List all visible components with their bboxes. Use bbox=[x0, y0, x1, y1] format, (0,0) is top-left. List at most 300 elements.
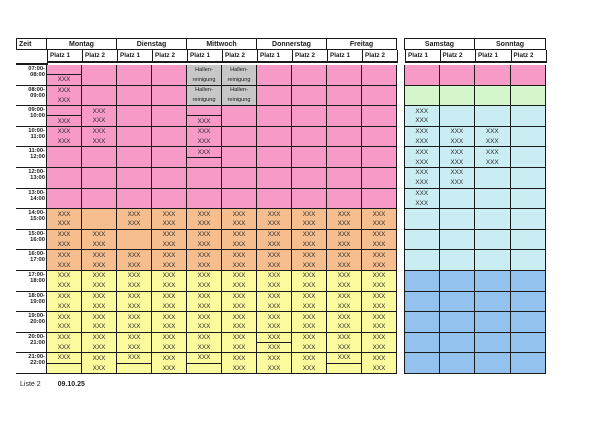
platz-header: Platz 1 bbox=[118, 50, 153, 63]
schedule-row bbox=[16, 292, 547, 313]
schedule-cell-so1 bbox=[475, 209, 511, 230]
footer-list-label: Liste 2 bbox=[20, 381, 41, 388]
schedule-cell-mi1 bbox=[187, 353, 222, 374]
schedule-cell-fr2 bbox=[362, 147, 397, 168]
schedule-row bbox=[16, 86, 547, 107]
empty-slot bbox=[292, 198, 326, 208]
schedule-cell-do1 bbox=[257, 189, 292, 210]
booking-marker: XXX bbox=[267, 231, 281, 239]
schedule-cell-di2 bbox=[152, 353, 187, 374]
schedule-cell-mi1 bbox=[187, 271, 222, 292]
empty-slot bbox=[327, 137, 361, 147]
empty-slot bbox=[475, 168, 510, 178]
schedule-cell-mi2 bbox=[222, 106, 257, 127]
booking-marker: XXX bbox=[162, 272, 176, 280]
empty-slot bbox=[405, 95, 439, 105]
empty-slot bbox=[327, 168, 361, 178]
hall-cleaning-label: reinigung bbox=[192, 76, 216, 83]
booking-marker: XXX bbox=[372, 282, 386, 290]
booking-marker: XXX bbox=[232, 261, 246, 269]
empty-slot bbox=[257, 168, 291, 178]
schedule-cell-mo2 bbox=[82, 271, 117, 292]
schedule-cell-mo2 bbox=[82, 106, 117, 127]
empty-slot bbox=[82, 157, 116, 167]
booking-marker: XXX bbox=[485, 137, 499, 145]
empty-slot bbox=[117, 230, 151, 240]
schedule-cell-mi1 bbox=[187, 65, 222, 86]
schedule-cell-mo1 bbox=[47, 147, 82, 168]
header-days-row bbox=[16, 38, 547, 50]
schedule-cell-so2 bbox=[511, 230, 547, 251]
schedule-cell-fr2 bbox=[362, 230, 397, 251]
day-header-donnerstag: Donnerstag bbox=[257, 38, 327, 50]
empty-slot bbox=[327, 106, 361, 116]
empty-slot bbox=[405, 343, 439, 353]
booking-marker: XXX bbox=[415, 189, 429, 197]
empty-slot bbox=[152, 86, 186, 96]
schedule-cell-sa1 bbox=[404, 333, 440, 354]
schedule-cell-di1 bbox=[117, 250, 152, 271]
booking-marker: XXX bbox=[372, 251, 386, 259]
booking-marker: XXX bbox=[127, 334, 141, 342]
empty-slot bbox=[152, 168, 186, 178]
weekend-gap bbox=[397, 38, 404, 50]
schedule-cell-di1 bbox=[117, 127, 152, 148]
schedule-cell-di2 bbox=[152, 127, 187, 148]
empty-slot bbox=[222, 116, 256, 126]
schedule-cell-sa2 bbox=[440, 353, 476, 374]
empty-slot bbox=[292, 65, 326, 75]
empty-slot bbox=[257, 127, 291, 137]
empty-slot bbox=[440, 116, 475, 126]
booking-marker: XXX bbox=[127, 343, 141, 351]
footer-date: 09.10.25 bbox=[57, 381, 85, 388]
booking-marker: XXX bbox=[232, 292, 246, 300]
booking-marker: XXX bbox=[57, 220, 71, 228]
booking-marker: XXX bbox=[267, 272, 281, 280]
schedule-cell-mi2 bbox=[222, 250, 257, 271]
booking-marker: XXX bbox=[92, 282, 106, 290]
booking-marker: XXX bbox=[162, 251, 176, 259]
booking-marker: XXX bbox=[197, 302, 211, 310]
time-label: 18:00-19:00 bbox=[16, 292, 47, 313]
schedule-cell-mi1 bbox=[187, 86, 222, 107]
empty-slot bbox=[327, 189, 361, 199]
empty-slot bbox=[47, 178, 81, 188]
booking-marker: XXX bbox=[302, 313, 316, 321]
empty-slot bbox=[82, 198, 116, 208]
schedule-row bbox=[16, 127, 547, 148]
booking-marker: XXX bbox=[127, 272, 141, 280]
booking-marker: XXX bbox=[372, 261, 386, 269]
schedule-cell-mo1 bbox=[47, 106, 82, 127]
empty-slot bbox=[82, 95, 116, 105]
booking-marker: XXX bbox=[162, 261, 176, 269]
schedule-cell-mo1 bbox=[47, 168, 82, 189]
booking-marker: XXX bbox=[415, 158, 429, 166]
time-label: 20:00-21:00 bbox=[16, 333, 47, 354]
booking-marker: XXX bbox=[267, 292, 281, 300]
booking-marker: XXX bbox=[337, 323, 351, 331]
empty-slot bbox=[292, 75, 326, 85]
booking-marker: XXX bbox=[162, 364, 176, 372]
empty-slot bbox=[475, 189, 510, 199]
schedule-cell-mi2 bbox=[222, 168, 257, 189]
booking-marker: XXX bbox=[267, 313, 281, 321]
schedule-cell-do2 bbox=[292, 292, 327, 313]
booking-marker: XXX bbox=[415, 128, 429, 136]
schedule-cell-di2 bbox=[152, 312, 187, 333]
schedule-cell-do2 bbox=[292, 65, 327, 86]
schedule-cell-sa1 bbox=[404, 65, 440, 86]
schedule-cell-mo2 bbox=[82, 147, 117, 168]
empty-slot bbox=[117, 95, 151, 105]
empty-slot bbox=[47, 364, 81, 373]
schedule-cell-so1 bbox=[475, 250, 511, 271]
schedule-cell-so2 bbox=[511, 271, 547, 292]
empty-slot bbox=[440, 260, 475, 270]
empty-slot bbox=[440, 312, 475, 322]
empty-slot bbox=[257, 178, 291, 188]
empty-slot bbox=[405, 333, 439, 343]
schedule-cell-fr1 bbox=[327, 127, 362, 148]
booking-marker: XXX bbox=[302, 334, 316, 342]
schedule-cell-mi1 bbox=[187, 106, 222, 127]
booking-marker: XXX bbox=[92, 251, 106, 259]
booking-marker: XXX bbox=[257, 333, 291, 343]
booking-marker: XXX bbox=[127, 302, 141, 310]
hall-cleaning-label: Hallen- bbox=[195, 66, 213, 73]
schedule-cell-mo1 bbox=[47, 189, 82, 210]
empty-slot bbox=[257, 106, 291, 116]
schedule-cell-mo2 bbox=[82, 127, 117, 148]
schedule-cell-do2 bbox=[292, 86, 327, 107]
booking-marker: XXX bbox=[372, 210, 386, 218]
schedule-cell-di1 bbox=[117, 271, 152, 292]
booking-marker: XXX bbox=[450, 169, 464, 177]
booking-marker: XXX bbox=[337, 220, 351, 228]
empty-slot bbox=[440, 250, 475, 260]
empty-slot bbox=[82, 178, 116, 188]
empty-slot bbox=[257, 189, 291, 199]
time-label: 12:00-13:00 bbox=[16, 168, 47, 189]
schedule-cell-fr1 bbox=[327, 106, 362, 127]
empty-slot bbox=[327, 127, 361, 137]
schedule-cell-mo1 bbox=[47, 250, 82, 271]
schedule-cell-fr2 bbox=[362, 333, 397, 354]
schedule-cell-do2 bbox=[292, 106, 327, 127]
empty-slot bbox=[327, 65, 361, 75]
schedule-cell-mi2 bbox=[222, 86, 257, 107]
empty-slot bbox=[475, 95, 510, 105]
empty-slot bbox=[511, 260, 546, 270]
booking-marker: XXX bbox=[232, 220, 246, 228]
booking-marker: XXX bbox=[162, 343, 176, 351]
empty-slot bbox=[511, 271, 546, 281]
empty-slot bbox=[405, 219, 439, 229]
schedule-cell-mi1 bbox=[187, 209, 222, 230]
schedule-cell-fr1 bbox=[327, 250, 362, 271]
schedule-cell-fr1 bbox=[327, 312, 362, 333]
empty-slot bbox=[257, 116, 291, 126]
booking-marker: XXX bbox=[197, 210, 211, 218]
empty-slot bbox=[362, 168, 396, 178]
hall-cleaning-label: Hallen- bbox=[230, 66, 248, 73]
schedule-cell-mo2 bbox=[82, 86, 117, 107]
empty-slot bbox=[82, 168, 116, 178]
schedule-cell-mi2 bbox=[222, 65, 257, 86]
empty-slot bbox=[511, 301, 546, 311]
schedule-cell-sa1 bbox=[404, 312, 440, 333]
empty-slot bbox=[511, 65, 546, 75]
empty-slot bbox=[82, 209, 116, 219]
time-label: 17:00-18:00 bbox=[16, 271, 47, 292]
empty-slot bbox=[327, 178, 361, 188]
empty-slot bbox=[47, 157, 81, 167]
booking-marker: XXX bbox=[337, 231, 351, 239]
empty-slot bbox=[117, 137, 151, 147]
empty-slot bbox=[511, 127, 546, 137]
empty-slot bbox=[117, 86, 151, 96]
booking-marker: XXX bbox=[415, 169, 429, 177]
booking-marker: XXX bbox=[232, 231, 246, 239]
schedule-cell-so1 bbox=[475, 168, 511, 189]
schedule-cell-so1 bbox=[475, 127, 511, 148]
weekend-gap bbox=[397, 333, 404, 354]
booking-marker: XXX bbox=[57, 96, 71, 104]
time-label: 21:00-22:00 bbox=[16, 353, 47, 374]
empty-slot bbox=[222, 168, 256, 178]
schedule-cell-mo2 bbox=[82, 209, 117, 230]
empty-slot bbox=[440, 240, 475, 250]
empty-slot bbox=[475, 333, 510, 343]
booking-marker: XXX bbox=[57, 313, 71, 321]
schedule-cell-mo1 bbox=[47, 333, 82, 354]
schedule-cell-sa2 bbox=[440, 189, 476, 210]
empty-slot bbox=[475, 363, 510, 373]
booking-marker: XXX bbox=[302, 354, 316, 362]
booking-marker: XXX bbox=[372, 354, 386, 362]
schedule-cell-mo2 bbox=[82, 168, 117, 189]
empty-slot bbox=[222, 137, 256, 147]
booking-marker: XXX bbox=[117, 353, 151, 363]
empty-slot bbox=[511, 168, 546, 178]
booking-marker: XXX bbox=[92, 364, 106, 372]
schedule-cell-fr1 bbox=[327, 65, 362, 86]
schedule-cell-sa2 bbox=[440, 147, 476, 168]
weekend-gap bbox=[397, 312, 404, 333]
booking-marker: XXX bbox=[232, 240, 246, 248]
booking-marker: XXX bbox=[197, 128, 211, 136]
booking-marker: XXX bbox=[57, 343, 71, 351]
empty-slot bbox=[117, 75, 151, 85]
booking-marker: XXX bbox=[337, 343, 351, 351]
schedule-cell-di1 bbox=[117, 189, 152, 210]
booking-marker: XXX bbox=[127, 292, 141, 300]
empty-slot bbox=[47, 65, 81, 75]
empty-slot bbox=[405, 292, 439, 302]
schedule-row bbox=[16, 230, 547, 251]
day-header-dienstag: Dienstag bbox=[117, 38, 187, 50]
platz-header: Platz 2 bbox=[441, 50, 477, 63]
booking-marker: XXX bbox=[57, 302, 71, 310]
schedule-cell-fr2 bbox=[362, 127, 397, 148]
booking-marker: XXX bbox=[267, 364, 281, 372]
schedule-cell-sa2 bbox=[440, 312, 476, 333]
booking-marker: XXX bbox=[127, 323, 141, 331]
empty-slot bbox=[82, 189, 116, 199]
empty-slot bbox=[475, 292, 510, 302]
schedule-cell-di2 bbox=[152, 65, 187, 86]
empty-slot bbox=[362, 178, 396, 188]
schedule-cell-di2 bbox=[152, 292, 187, 313]
booking-marker: XXX bbox=[92, 334, 106, 342]
schedule-cell-do1 bbox=[257, 292, 292, 313]
day-header-freitag: Freitag bbox=[327, 38, 397, 50]
weekend-gap bbox=[397, 292, 404, 313]
booking-marker: XXX bbox=[372, 343, 386, 351]
empty-slot bbox=[82, 75, 116, 85]
schedule-row bbox=[16, 333, 547, 354]
schedule-cell-so2 bbox=[511, 168, 547, 189]
schedule-row bbox=[16, 353, 547, 374]
schedule-cell-mi1 bbox=[187, 333, 222, 354]
schedule-cell-so2 bbox=[511, 312, 547, 333]
schedule-cell-so1 bbox=[475, 353, 511, 374]
empty-slot bbox=[47, 106, 81, 116]
schedule-cell-mi1 bbox=[187, 168, 222, 189]
empty-slot bbox=[152, 147, 186, 157]
booking-marker: XXX bbox=[92, 323, 106, 331]
empty-slot bbox=[405, 322, 439, 332]
booking-marker: XXX bbox=[57, 76, 71, 84]
booking-marker: XXX bbox=[197, 323, 211, 331]
booking-marker: XXX bbox=[57, 240, 71, 248]
schedule-cell-do1 bbox=[257, 353, 292, 374]
schedule-cell-sa2 bbox=[440, 209, 476, 230]
empty-slot bbox=[292, 168, 326, 178]
booking-marker: XXX bbox=[187, 147, 221, 157]
empty-slot bbox=[405, 271, 439, 281]
booking-marker: XXX bbox=[197, 251, 211, 259]
schedule-cell-di1 bbox=[117, 230, 152, 251]
empty-slot bbox=[362, 189, 396, 199]
empty-slot bbox=[117, 178, 151, 188]
schedule-cell-fr1 bbox=[327, 86, 362, 107]
booking-marker: XXX bbox=[197, 261, 211, 269]
schedule-cell-do2 bbox=[292, 127, 327, 148]
schedule-cell-di2 bbox=[152, 86, 187, 107]
booking-marker: XXX bbox=[92, 231, 106, 239]
schedule-cell-mi2 bbox=[222, 230, 257, 251]
platz-header: Platz 2 bbox=[83, 50, 118, 63]
empty-slot bbox=[187, 168, 221, 178]
booking-marker: XXX bbox=[57, 282, 71, 290]
empty-slot bbox=[440, 230, 475, 240]
empty-slot bbox=[257, 137, 291, 147]
booking-marker: XXX bbox=[302, 282, 316, 290]
schedule-cell-mo1 bbox=[47, 209, 82, 230]
empty-slot bbox=[440, 75, 475, 85]
booking-marker: XXX bbox=[372, 272, 386, 280]
booking-marker: XXX bbox=[267, 210, 281, 218]
schedule-cell-mi2 bbox=[222, 127, 257, 148]
empty-slot bbox=[47, 147, 81, 157]
booking-marker: XXX bbox=[267, 354, 281, 362]
empty-slot bbox=[440, 106, 475, 116]
empty-slot bbox=[117, 364, 151, 373]
schedule-cell-mi1 bbox=[187, 189, 222, 210]
empty-slot bbox=[475, 271, 510, 281]
empty-slot bbox=[152, 116, 186, 126]
empty-slot bbox=[511, 333, 546, 343]
booking-marker: XXX bbox=[162, 231, 176, 239]
weekend-gap bbox=[397, 65, 404, 86]
schedule-cell-so2 bbox=[511, 127, 547, 148]
empty-slot bbox=[475, 260, 510, 270]
booking-marker: XXX bbox=[92, 128, 106, 136]
empty-slot bbox=[475, 219, 510, 229]
empty-slot bbox=[405, 353, 439, 363]
day-header-sonntag: Sonntag bbox=[475, 38, 546, 50]
booking-marker: XXX bbox=[162, 313, 176, 321]
booking-marker: XXX bbox=[415, 117, 429, 125]
booking-marker: XXX bbox=[47, 353, 81, 363]
schedule-cell-do1 bbox=[257, 65, 292, 86]
booking-marker: XXX bbox=[127, 220, 141, 228]
empty-slot bbox=[152, 137, 186, 147]
empty-slot bbox=[362, 86, 396, 96]
schedule-cell-do2 bbox=[292, 271, 327, 292]
booking-marker: XXX bbox=[197, 240, 211, 248]
empty-slot bbox=[511, 292, 546, 302]
schedule-cell-sa1 bbox=[404, 292, 440, 313]
booking-marker: XXX bbox=[337, 302, 351, 310]
empty-slot bbox=[440, 95, 475, 105]
time-column-header: Zeit bbox=[16, 38, 47, 50]
empty-slot bbox=[82, 86, 116, 96]
empty-slot bbox=[511, 147, 546, 157]
empty-slot bbox=[511, 281, 546, 291]
empty-slot bbox=[222, 147, 256, 157]
booking-marker: XXX bbox=[267, 302, 281, 310]
platz-header: Platz 1 bbox=[328, 50, 363, 63]
schedule-cell-fr2 bbox=[362, 312, 397, 333]
booking-marker: XXX bbox=[162, 302, 176, 310]
empty-slot bbox=[440, 353, 475, 363]
booking-marker: XXX bbox=[57, 210, 71, 218]
empty-slot bbox=[511, 75, 546, 85]
booking-marker: XXX bbox=[372, 292, 386, 300]
empty-slot bbox=[440, 281, 475, 291]
schedule-cell-mi2 bbox=[222, 333, 257, 354]
schedule-cell-sa1 bbox=[404, 353, 440, 374]
schedule-cell-sa1 bbox=[404, 106, 440, 127]
empty-slot bbox=[440, 363, 475, 373]
empty-slot bbox=[405, 363, 439, 373]
empty-slot bbox=[475, 209, 510, 219]
booking-marker: XXX bbox=[267, 261, 281, 269]
schedule-cell-di2 bbox=[152, 147, 187, 168]
booking-marker: XXX bbox=[337, 334, 351, 342]
schedule-cell-di2 bbox=[152, 250, 187, 271]
schedule-cell-di1 bbox=[117, 168, 152, 189]
schedule-cell-do1 bbox=[257, 271, 292, 292]
empty-slot bbox=[327, 198, 361, 208]
platz-header: Platz 1 bbox=[48, 50, 83, 63]
empty-slot bbox=[187, 364, 221, 373]
booking-marker: XXX bbox=[415, 179, 429, 187]
